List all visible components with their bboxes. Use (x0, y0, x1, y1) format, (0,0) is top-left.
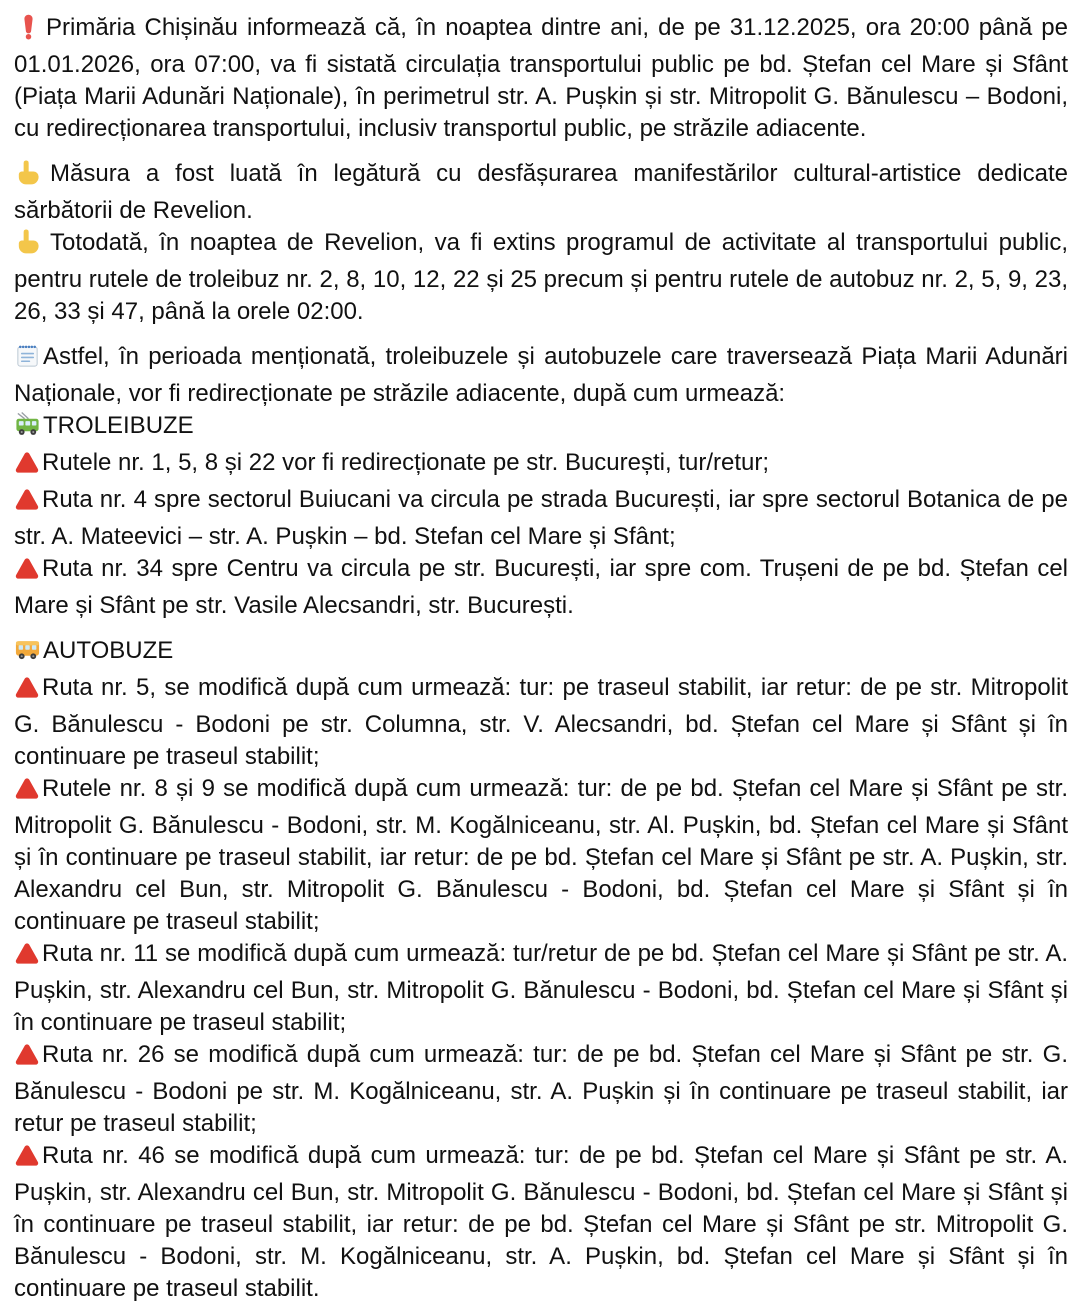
trolleybus-route-item (14, 484, 1068, 553)
paragraph-text: Primăria Chișinău informează că, în noaptea dintre ani, de pe 31.12.2025, ora 20:00 până pe 01.01.2026, ora 07:00, va fi sistată circulația transportului public pe bd. Ștefan cel Mare și Sfânt (Piața Marii Adunări Naționale), în perimetrul str. A. Pușkin și str. Mitropolit G. Bănulescu – Bodoni, cu redirecționarea transportului, inclusiv transportul public, pe străzile adiacente. (14, 14, 1068, 142)
red-triangle-icon (14, 449, 40, 484)
route-text: Ruta nr. 5, se modifică după cum urmează: tur: pe traseul stabilit, iar retur: de pe str. Mitropolit G. Bănulescu - Bodoni pe str. Columna, str. V. Alecsandri, bd. Ștefan cel Mare și Sfânt și în continuare pe traseul stabilit; (14, 674, 1068, 770)
red-exclamation-icon (20, 13, 37, 49)
route-text: Ruta nr. 11 se modifică după cum urmează: tur/retur de pe bd. Ștefan cel Mare și Sfânt pe str. A. Pușkin, str. Alexandru cel Bun, str. Mitropolit G. Bănulescu - Bodoni, bd. Ștefan cel Mare și Sfânt și în continuare pe traseul stabilit; (14, 940, 1068, 1036)
spiral-notepad-icon (14, 342, 41, 378)
route-text: Ruta nr. 46 se modifică după cum urmează: tur: de pe bd. Ștefan cel Mare și Sfânt pe str. A. Pușkin, str. Alexandru cel Bun, str. Mitropolit G. Bănulescu - Bodoni, bd. Ștefan cel Mare și Sfânt și în continuare pe traseul stabilit, iar retur: de pe bd. Ștefan cel Mare și Sfânt pe str. Mitropolit G. Bănulescu - Bodoni, str. M. Kogălniceanu, str. A. Pușkin, bd. Ștefan cel Mare și Sfânt și în continuare pe traseul stabilit. (14, 1142, 1068, 1302)
paragraph-extended-schedule (14, 227, 1068, 328)
bus-icon (14, 636, 41, 672)
red-triangle-icon (14, 775, 40, 810)
red-triangle-icon (14, 940, 40, 975)
red-triangle-icon (14, 1142, 40, 1177)
heading-buses (14, 635, 1068, 672)
bus-route-item (14, 1140, 1068, 1305)
heading-text: AUTOBUZE (43, 637, 174, 664)
bus-route-item (14, 672, 1068, 773)
route-text: Rutele nr. 8 și 9 se modifică după cum urmează: tur: de pe bd. Ștefan cel Mare și Sfânt pe str. Mitropolit G. Bănulescu - Bodoni, str. M. Kogălniceanu, str. Al. Pușkin, bd. Ștefan cel Mare și Sfânt și în continuare pe traseul stabilit, iar retur: de pe bd. Ștefan cel Mare și Sfânt pe str. A. Pușkin, str. Alexandru cel Bun, str. Mitropolit G. Bănulescu - Bodoni, bd. Ștefan cel Mare și Sfânt și în continuare pe traseul stabilit; (14, 775, 1068, 935)
trolleybus-icon (14, 411, 41, 447)
red-triangle-icon (14, 1041, 40, 1076)
route-text: Rutele nr. 1, 5, 8 și 22 vor fi redirecționate pe str. București, tur/retur; (42, 449, 770, 476)
index-pointing-up-icon (14, 159, 41, 195)
heading-trolleybuses (14, 410, 1068, 447)
paragraph-text: Astfel, în perioada menționată, troleibuzele și autobuzele care traversează Piața Marii Adunări Naționale, vor fi redirecționate pe străzile adiacente, după cum urmează: (14, 343, 1068, 407)
red-triangle-icon (14, 486, 40, 521)
bus-route-item (14, 1039, 1068, 1140)
bus-route-item (14, 773, 1068, 938)
route-text: Ruta nr. 34 spre Centru va circula pe str. București, iar spre com. Trușeni de pe bd. Ștefan cel Mare și Sfânt pe str. Vasile Alecsandri, str. București. (14, 555, 1068, 619)
red-triangle-icon (14, 674, 40, 709)
paragraph-text: Măsura a fost luată în legătură cu desfășurarea manifestărilor cultural-artistice dedicate sărbătorii de Revelion. (14, 160, 1068, 224)
trolleybus-route-item (14, 447, 1068, 484)
red-triangle-icon (14, 555, 40, 590)
route-text: Ruta nr. 4 spre sectorul Buiucani va circula pe strada București, iar spre sectorul Botanica de pe str. A. Mateevici – str. A. Pușkin – bd. Stefan cel Mare și Sfânt; (14, 486, 1068, 550)
heading-text: TROLEIBUZE (43, 412, 194, 439)
paragraph-intro (14, 12, 1068, 145)
route-text: Ruta nr. 26 se modifică după cum urmează: tur: de pe bd. Ștefan cel Mare și Sfânt pe str. G. Bănulescu - Bodoni pe str. M. Kogălniceanu, str. A. Pușkin și în continuare pe traseul stabilit, iar retur pe traseul stabilit; (14, 1041, 1068, 1137)
bus-route-item (14, 938, 1068, 1039)
index-pointing-up-icon (14, 228, 41, 264)
paragraph-measure (14, 158, 1068, 227)
paragraph-redirect-intro (14, 341, 1068, 410)
trolleybus-route-item (14, 553, 1068, 622)
paragraph-text: Totodată, în noaptea de Revelion, va fi extins programul de activitate al transportului public, pentru rutele de troleibuz nr. 2, 8, 10, 12, 22 și 25 precum și pentru rutele de autobuz nr. 2, 5, 9, 23, 26, 33 și 47, până la orele 02:00. (14, 229, 1068, 325)
